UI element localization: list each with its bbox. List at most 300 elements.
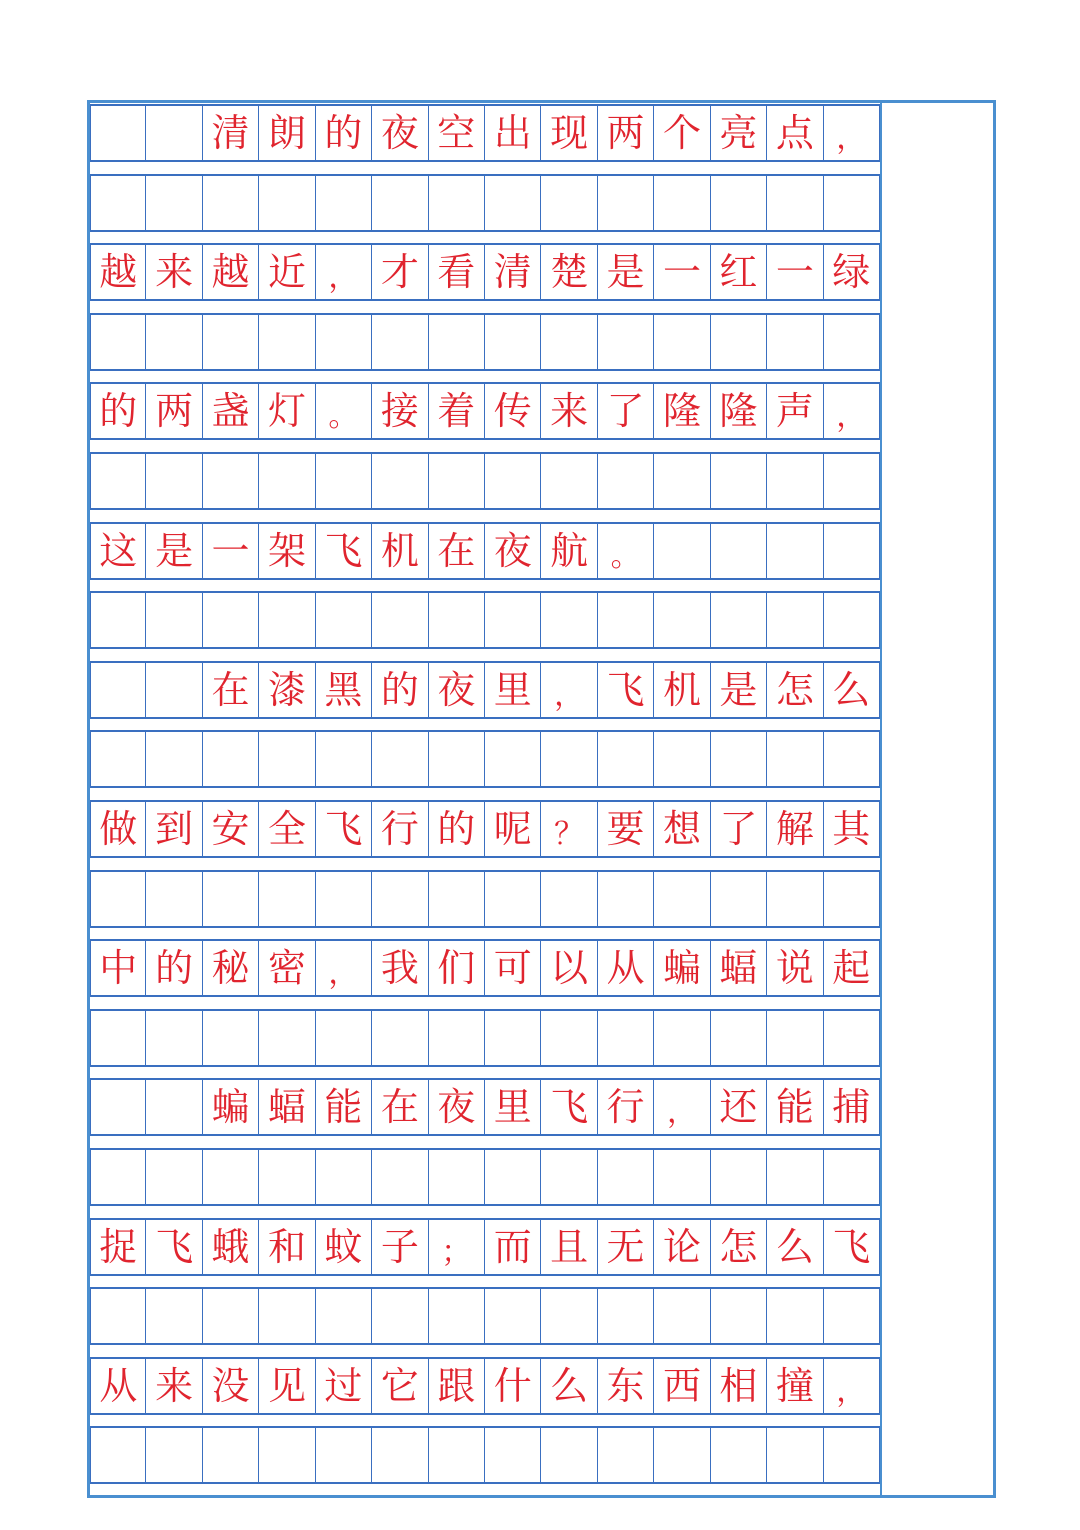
grid-cell <box>654 176 710 230</box>
grid-cell <box>146 663 202 717</box>
grid-cell <box>146 1080 202 1134</box>
grid-cell <box>711 176 767 230</box>
grid-cell: 相 <box>711 1359 767 1413</box>
grid-cell: 蝠 <box>711 941 767 995</box>
grid-cell: 朗 <box>259 106 315 160</box>
grid-cell <box>429 315 485 369</box>
grid-cell <box>429 454 485 508</box>
grid-cell: 。 <box>316 384 372 438</box>
grid-cell: 能 <box>316 1080 372 1134</box>
grid-cell: 楚 <box>541 245 597 299</box>
grid-cell <box>654 1428 710 1482</box>
grid-cell: 东 <box>598 1359 654 1413</box>
grid-cell: 越 <box>90 245 146 299</box>
grid-cell <box>824 872 880 926</box>
grid-cell <box>485 593 541 647</box>
grid-cell <box>146 1150 202 1204</box>
grid-cell: 飞 <box>824 1220 880 1274</box>
grid-cell <box>372 1011 428 1065</box>
grid-cell: 起 <box>824 941 880 995</box>
grid-cell <box>767 593 823 647</box>
text-row <box>90 382 880 440</box>
grid-cell: 的 <box>146 941 202 995</box>
grid-cell <box>372 1289 428 1343</box>
grid-cell: 了 <box>598 384 654 438</box>
grid-cell <box>259 315 315 369</box>
grid-cell <box>203 454 259 508</box>
grid-cell <box>372 732 428 786</box>
grid-cell <box>90 1080 146 1134</box>
grid-cell <box>146 106 202 160</box>
grid-cell: 秘 <box>203 941 259 995</box>
blank-row <box>90 174 880 232</box>
grid-cell: 亮 <box>711 106 767 160</box>
grid-cell <box>654 524 710 578</box>
grid-cell <box>598 593 654 647</box>
grid-cell <box>203 315 259 369</box>
grid-cell <box>90 593 146 647</box>
grid-cell <box>824 1428 880 1482</box>
grid-cell <box>90 663 146 717</box>
grid-cell: 架 <box>259 524 315 578</box>
grid-cell <box>203 1011 259 1065</box>
grid-cell: 在 <box>372 1080 428 1134</box>
grid-cell <box>90 732 146 786</box>
grid-cell <box>372 1150 428 1204</box>
grid-cell: 且 <box>541 1220 597 1274</box>
grid-cell: 么 <box>824 663 880 717</box>
grid-cell <box>429 1011 485 1065</box>
grid-cell <box>316 593 372 647</box>
grid-cell: 怎 <box>711 1220 767 1274</box>
grid-cell <box>824 1289 880 1343</box>
grid-cell: 么 <box>767 1220 823 1274</box>
grid-cell <box>824 454 880 508</box>
grid-cell <box>90 106 146 160</box>
grid-cell: 传 <box>485 384 541 438</box>
grid-cell <box>598 732 654 786</box>
grid-cell: 灯 <box>259 384 315 438</box>
grid-cell: 是 <box>598 245 654 299</box>
grid-cell <box>90 315 146 369</box>
grid-cell <box>372 454 428 508</box>
grid-cell <box>541 872 597 926</box>
text-row <box>90 1218 880 1276</box>
grid-cell <box>259 1289 315 1343</box>
grid-cell: 夜 <box>372 106 428 160</box>
grid-cell: 西 <box>654 1359 710 1413</box>
grid-cell: 两 <box>146 384 202 438</box>
grid-cell: 没 <box>203 1359 259 1413</box>
grid-cell <box>541 732 597 786</box>
grid-cell <box>541 1289 597 1343</box>
grid-cell: 的 <box>90 384 146 438</box>
grid-cell <box>372 593 428 647</box>
grid-cell: 撞 <box>767 1359 823 1413</box>
grid-cell: 出 <box>485 106 541 160</box>
grid-cell: 在 <box>429 524 485 578</box>
grid-cell <box>429 1150 485 1204</box>
grid-cell <box>316 176 372 230</box>
grid-cell: 一 <box>654 245 710 299</box>
grid-cell <box>485 872 541 926</box>
blank-row <box>90 730 880 788</box>
grid-cell: 么 <box>541 1359 597 1413</box>
grid-cell <box>767 1289 823 1343</box>
grid-cell <box>90 176 146 230</box>
grid-cell <box>316 1011 372 1065</box>
grid-cell: ， <box>316 941 372 995</box>
grid-cell <box>767 176 823 230</box>
grid-cell <box>541 454 597 508</box>
grid-cell: 两 <box>598 106 654 160</box>
grid-cell: ？ <box>541 802 597 856</box>
grid-cell: 了 <box>711 802 767 856</box>
grid-cell <box>146 1011 202 1065</box>
grid-cell: 隆 <box>711 384 767 438</box>
grid-cell <box>598 315 654 369</box>
grid-cell: 能 <box>767 1080 823 1134</box>
grid-cell: 着 <box>429 384 485 438</box>
grid-cell <box>824 732 880 786</box>
grid-cell <box>824 524 880 578</box>
grid-cell: 隆 <box>654 384 710 438</box>
grid-cell: 来 <box>146 1359 202 1413</box>
grid-cell: 呢 <box>485 802 541 856</box>
grid-cell <box>767 732 823 786</box>
grid-cell <box>146 315 202 369</box>
grid-cell: 机 <box>654 663 710 717</box>
grid-cell <box>767 1150 823 1204</box>
grid-cell <box>146 454 202 508</box>
grid-cell <box>90 872 146 926</box>
grid-cell <box>598 872 654 926</box>
blank-row <box>90 1009 880 1067</box>
grid-cell: 盏 <box>203 384 259 438</box>
grid-cell: 声 <box>767 384 823 438</box>
grid-cell <box>824 593 880 647</box>
grid-cell <box>485 1011 541 1065</box>
grid-cell <box>90 1011 146 1065</box>
grid-cell: 要 <box>598 802 654 856</box>
grid-cell: 说 <box>767 941 823 995</box>
grid-cell <box>316 1289 372 1343</box>
grid-cell: 绿 <box>824 245 880 299</box>
grid-cell: 安 <box>203 802 259 856</box>
grid-cell: 怎 <box>767 663 823 717</box>
grid-cell <box>654 1150 710 1204</box>
grid-cell <box>146 732 202 786</box>
grid-cell: 航 <box>541 524 597 578</box>
grid-cell: 夜 <box>429 663 485 717</box>
grid-cell <box>146 1428 202 1482</box>
grid-cell <box>824 315 880 369</box>
grid-cell: 里 <box>485 1080 541 1134</box>
grid-cell <box>541 1428 597 1482</box>
blank-row <box>90 452 880 510</box>
grid-cell <box>316 732 372 786</box>
grid-cell <box>598 454 654 508</box>
grid-cell: 无 <box>598 1220 654 1274</box>
grid-cell <box>90 1289 146 1343</box>
grid-cell: 红 <box>711 245 767 299</box>
grid-cell: 。 <box>598 524 654 578</box>
grid-cell: 点 <box>767 106 823 160</box>
grid-cell: ， <box>541 663 597 717</box>
grid-cell <box>485 454 541 508</box>
grid-cell <box>598 1011 654 1065</box>
grid-cell: ； <box>429 1220 485 1274</box>
grid-cell <box>203 1150 259 1204</box>
grid-cell: 从 <box>598 941 654 995</box>
grid-cell <box>654 732 710 786</box>
grid-cell: 解 <box>767 802 823 856</box>
grid-cell <box>711 732 767 786</box>
grid-cell: ， <box>824 384 880 438</box>
grid-cell <box>259 1428 315 1482</box>
grid-cell <box>146 176 202 230</box>
grid-cell <box>316 315 372 369</box>
grid-cell <box>429 1289 485 1343</box>
grid-cell: 个 <box>654 106 710 160</box>
grid-cell <box>654 315 710 369</box>
grid-cell: 是 <box>146 524 202 578</box>
grid-cell <box>824 176 880 230</box>
blank-row <box>90 313 880 371</box>
grid-cell: 还 <box>711 1080 767 1134</box>
grid-cell <box>598 1428 654 1482</box>
grid-cell: 的 <box>429 802 485 856</box>
grid-cell <box>485 176 541 230</box>
grid-cell: 越 <box>203 245 259 299</box>
grid-cell: 蛾 <box>203 1220 259 1274</box>
grid-cell: 的 <box>372 663 428 717</box>
grid-cell <box>203 732 259 786</box>
grid-cell: 行 <box>598 1080 654 1134</box>
grid-cell <box>711 872 767 926</box>
grid-cell <box>654 593 710 647</box>
grid-cell <box>203 1289 259 1343</box>
grid-cell <box>485 1289 541 1343</box>
grid-cell: 捉 <box>90 1220 146 1274</box>
grid-cell: 到 <box>146 802 202 856</box>
grid-cell <box>259 1011 315 1065</box>
grid-cell: 空 <box>429 106 485 160</box>
grid-cell: 中 <box>90 941 146 995</box>
grid-cell <box>485 732 541 786</box>
grid-cell <box>372 315 428 369</box>
grid-cell: 蝠 <box>259 1080 315 1134</box>
text-row <box>90 1078 880 1136</box>
text-row <box>90 104 880 162</box>
grid-cell <box>372 1428 428 1482</box>
grid-cell: 是 <box>711 663 767 717</box>
grid-cell <box>598 1150 654 1204</box>
grid-cell: 飞 <box>316 802 372 856</box>
grid-cell: 见 <box>259 1359 315 1413</box>
grid-cell <box>429 593 485 647</box>
grid-cell: 飞 <box>146 1220 202 1274</box>
grid-cell <box>259 454 315 508</box>
grid-cell <box>541 176 597 230</box>
grid-cell: 清 <box>485 245 541 299</box>
grid-cell <box>654 872 710 926</box>
grid-cell: 里 <box>485 663 541 717</box>
grid-cell <box>429 732 485 786</box>
grid-cell: 黑 <box>316 663 372 717</box>
grid-cell: 全 <box>259 802 315 856</box>
grid-cell: 才 <box>372 245 428 299</box>
grid-cell <box>711 1428 767 1482</box>
grid-cell: 来 <box>541 384 597 438</box>
grid-cell <box>429 1428 485 1482</box>
grid-cell: 一 <box>767 245 823 299</box>
grid-cell <box>767 1011 823 1065</box>
grid-cell: ， <box>654 1080 710 1134</box>
grid-cell <box>485 315 541 369</box>
grid-cell: 而 <box>485 1220 541 1274</box>
grid-cell: 跟 <box>429 1359 485 1413</box>
grid-cell <box>654 454 710 508</box>
grid-cell <box>598 1289 654 1343</box>
grid-cell: 捕 <box>824 1080 880 1134</box>
grid-cell <box>767 315 823 369</box>
grid-cell <box>767 1428 823 1482</box>
grid-cell <box>598 176 654 230</box>
grid-cell: 夜 <box>485 524 541 578</box>
grid-cell <box>541 1011 597 1065</box>
grid-cell: 论 <box>654 1220 710 1274</box>
grid-cell: 飞 <box>598 663 654 717</box>
grid-cell: 夜 <box>429 1080 485 1134</box>
grid-cell: 过 <box>316 1359 372 1413</box>
grid-cell: 们 <box>429 941 485 995</box>
grid-cell <box>316 872 372 926</box>
grid-cell: 子 <box>372 1220 428 1274</box>
grid-cell: 蚊 <box>316 1220 372 1274</box>
grid-cell: 现 <box>541 106 597 160</box>
grid-cell <box>259 176 315 230</box>
grid-cell <box>203 872 259 926</box>
grid-cell <box>711 1011 767 1065</box>
text-row <box>90 243 880 301</box>
grid-cell <box>259 872 315 926</box>
grid-cell: 近 <box>259 245 315 299</box>
grid-cell <box>824 1011 880 1065</box>
grid-cell <box>146 872 202 926</box>
grid-cell: 看 <box>429 245 485 299</box>
grid-cell: 可 <box>485 941 541 995</box>
blank-row <box>90 870 880 928</box>
grid-cell: 密 <box>259 941 315 995</box>
grid-cell <box>711 1289 767 1343</box>
grid-cell <box>259 593 315 647</box>
grid-cell: ， <box>316 245 372 299</box>
grid-cell <box>429 872 485 926</box>
grid-cell: 接 <box>372 384 428 438</box>
grid-cell <box>146 1289 202 1343</box>
text-row <box>90 939 880 997</box>
grid-cell <box>711 524 767 578</box>
grid-cell <box>90 1428 146 1482</box>
grid-cell: 以 <box>541 941 597 995</box>
grid-cell <box>316 454 372 508</box>
grid-cell: 行 <box>372 802 428 856</box>
grid-cell: 清 <box>203 106 259 160</box>
grid-cell <box>259 1150 315 1204</box>
grid-cell <box>146 593 202 647</box>
grid-cell <box>203 176 259 230</box>
grid-cell <box>90 1150 146 1204</box>
grid-cell: 从 <box>90 1359 146 1413</box>
grid-cell <box>767 524 823 578</box>
grid-cell <box>541 593 597 647</box>
grid-cell <box>541 315 597 369</box>
grid-cell <box>316 1150 372 1204</box>
text-row <box>90 800 880 858</box>
blank-row <box>90 1148 880 1206</box>
grid-cell: 来 <box>146 245 202 299</box>
grid-cell: 飞 <box>316 524 372 578</box>
grid-cell <box>824 1150 880 1204</box>
grid-cell: 蝙 <box>203 1080 259 1134</box>
grid-cell <box>203 1428 259 1482</box>
grid-cell: ， <box>824 106 880 160</box>
grid-cell <box>654 1011 710 1065</box>
grid-cell: ， <box>824 1359 880 1413</box>
text-row <box>90 1357 880 1415</box>
grid-cell: 飞 <box>541 1080 597 1134</box>
grid-cell: 这 <box>90 524 146 578</box>
grid-cell: 做 <box>90 802 146 856</box>
grid-cell: 它 <box>372 1359 428 1413</box>
grid-cell <box>541 1150 597 1204</box>
grid-cell <box>259 732 315 786</box>
grid-cell <box>711 593 767 647</box>
grid-cell: 其 <box>824 802 880 856</box>
text-row <box>90 661 880 719</box>
grid-cell <box>654 1289 710 1343</box>
blank-row <box>90 591 880 649</box>
grid-cell <box>485 1428 541 1482</box>
grid-cell: 想 <box>654 802 710 856</box>
grid-cell: 一 <box>203 524 259 578</box>
grid-cell: 的 <box>316 106 372 160</box>
grid-cell <box>767 872 823 926</box>
grid-cell: 和 <box>259 1220 315 1274</box>
grid-cell <box>711 454 767 508</box>
grid-cell <box>485 1150 541 1204</box>
text-row <box>90 522 880 580</box>
grid-cell <box>767 454 823 508</box>
grid-cell: 什 <box>485 1359 541 1413</box>
grid-cell: 漆 <box>259 663 315 717</box>
grid-cell: 机 <box>372 524 428 578</box>
grid-cell: 我 <box>372 941 428 995</box>
grid-cell: 在 <box>203 663 259 717</box>
grid-cell <box>316 1428 372 1482</box>
grid-cell <box>372 176 428 230</box>
grid-cell <box>429 176 485 230</box>
blank-row <box>90 1287 880 1345</box>
grid-cell <box>711 315 767 369</box>
grid-cell <box>90 454 146 508</box>
blank-row <box>90 1426 880 1484</box>
grid-cell <box>203 593 259 647</box>
grid-cell <box>372 872 428 926</box>
grid-cell: 蝙 <box>654 941 710 995</box>
grid-cell <box>711 1150 767 1204</box>
